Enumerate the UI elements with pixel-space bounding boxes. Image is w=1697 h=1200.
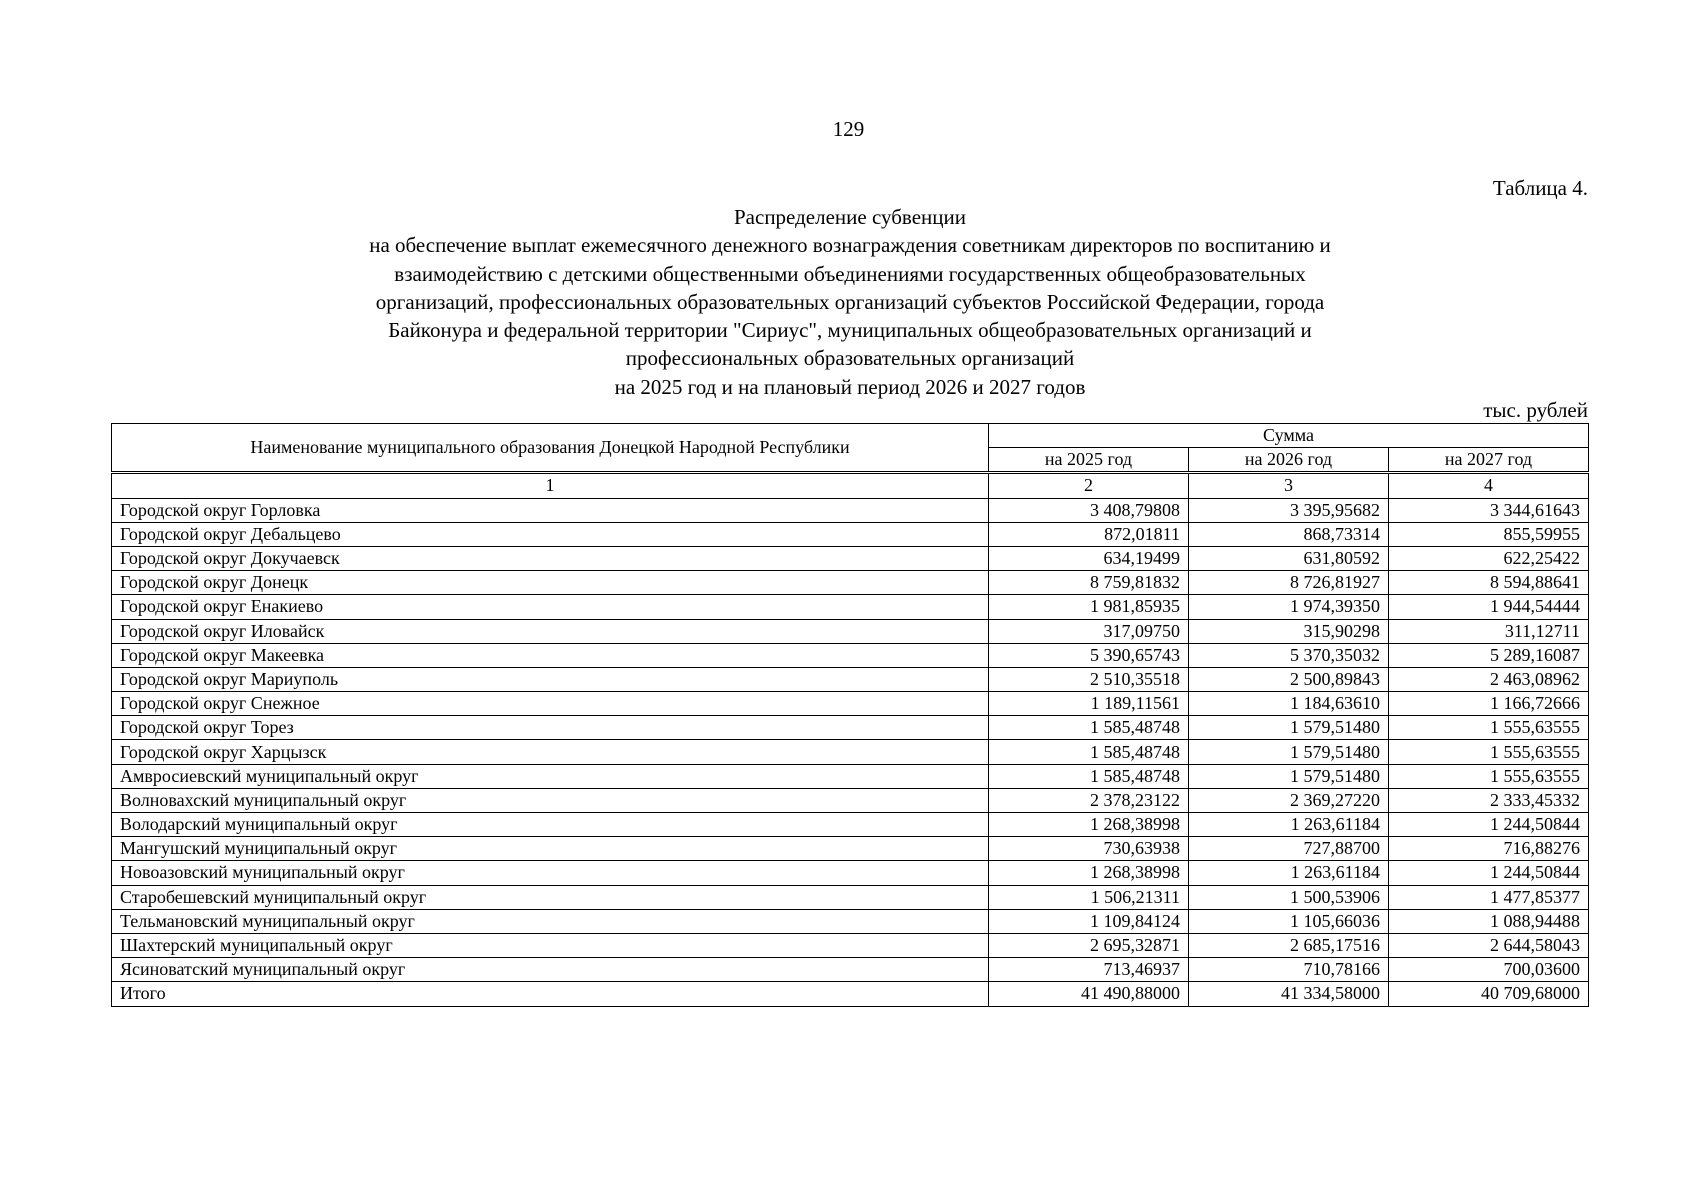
value-2027: 311,12711 xyxy=(1389,619,1589,643)
value-2025: 1 585,48748 xyxy=(989,716,1189,740)
value-2026: 727,88700 xyxy=(1189,837,1389,861)
title-line: организаций, профессиональных образовательных организаций субъектов Российской Федерации, города xyxy=(375,289,1325,314)
table-row xyxy=(112,546,1589,570)
municipality-name: Шахтерский муниципальный округ xyxy=(112,933,989,957)
table-row xyxy=(112,885,1589,909)
value-2025: 1 585,48748 xyxy=(989,764,1189,788)
value-2027: 622,25422 xyxy=(1389,546,1589,570)
title-line: на обеспечение выплат ежемесячного денежного вознаграждения советникам директоров по воспитанию и xyxy=(369,233,1331,258)
value-2027: 1 555,63555 xyxy=(1389,764,1589,788)
municipality-name: Володарский муниципальный округ xyxy=(112,813,989,837)
value-2027: 1 166,72666 xyxy=(1389,692,1589,716)
value-2026: 2 369,27220 xyxy=(1189,788,1389,812)
units-label: тыс. рублей xyxy=(1483,398,1588,422)
value-2027: 8 594,88641 xyxy=(1389,571,1589,595)
value-2025: 730,63938 xyxy=(989,837,1189,861)
column-number-row xyxy=(112,473,1589,498)
value-2025: 1 506,21311 xyxy=(989,885,1189,909)
table-row xyxy=(112,933,1589,957)
value-2025: 1 268,38998 xyxy=(989,813,1189,837)
column-number: 4 xyxy=(1389,473,1589,498)
municipality-name: Волновахский муниципальный округ xyxy=(112,788,989,812)
table-row xyxy=(112,571,1589,595)
municipality-name: Городской округ Снежное xyxy=(112,692,989,716)
value-2025: 5 390,65743 xyxy=(989,643,1189,667)
value-2026: 1 105,66036 xyxy=(1189,909,1389,933)
table-row xyxy=(112,909,1589,933)
municipality-name: Городской округ Докучаевск xyxy=(112,546,989,570)
value-2027: 1 555,63555 xyxy=(1389,740,1589,764)
name-column-header: Наименование муниципального образования Донецкой Народной Республики xyxy=(112,424,989,473)
table-row xyxy=(112,595,1589,619)
value-2027: 1 244,50844 xyxy=(1389,861,1589,885)
value-2025: 713,46937 xyxy=(989,958,1189,982)
value-2026: 1 974,39350 xyxy=(1189,595,1389,619)
value-2026: 41 334,58000 xyxy=(1189,982,1389,1006)
value-2026: 1 500,53906 xyxy=(1189,885,1389,909)
value-2026: 1 263,61184 xyxy=(1189,861,1389,885)
table-row xyxy=(112,861,1589,885)
value-2025: 2 378,23122 xyxy=(989,788,1189,812)
municipality-name: Ясиноватский муниципальный округ xyxy=(112,958,989,982)
table-body xyxy=(112,473,1589,1006)
subvention-table xyxy=(111,423,1589,1007)
value-2027: 855,59955 xyxy=(1389,522,1589,546)
value-2026: 315,90298 xyxy=(1189,619,1389,643)
value-2026: 2 685,17516 xyxy=(1189,933,1389,957)
value-2027: 1 477,85377 xyxy=(1389,885,1589,909)
value-2025: 872,01811 xyxy=(989,522,1189,546)
year-2025-header: на 2025 год xyxy=(989,448,1189,473)
value-2025: 2 695,32871 xyxy=(989,933,1189,957)
table-row xyxy=(112,740,1589,764)
value-2026: 868,73314 xyxy=(1189,522,1389,546)
value-2025: 1 585,48748 xyxy=(989,740,1189,764)
value-2027: 2 463,08962 xyxy=(1389,667,1589,691)
value-2026: 3 395,95682 xyxy=(1189,498,1389,522)
title-line: Байконура и федеральной территории "Сириус", муниципальных общеобразовательных организаций и xyxy=(388,318,1312,343)
municipality-name: Амвросиевский муниципальный округ xyxy=(112,764,989,788)
value-2025: 634,19499 xyxy=(989,546,1189,570)
value-2026: 1 579,51480 xyxy=(1189,740,1389,764)
table-row xyxy=(112,643,1589,667)
title-line: взаимодействию с детскими общественными объединениями государственных общеобразовательных xyxy=(394,261,1306,286)
value-2025: 1 189,11561 xyxy=(989,692,1189,716)
value-2025: 1 981,85935 xyxy=(989,595,1189,619)
year-2026-header: на 2026 год xyxy=(1189,448,1389,473)
page-number: 129 xyxy=(832,117,865,141)
value-2027: 716,88276 xyxy=(1389,837,1589,861)
column-number: 1 xyxy=(112,473,989,498)
value-2026: 1 579,51480 xyxy=(1189,716,1389,740)
value-2027: 5 289,16087 xyxy=(1389,643,1589,667)
value-2027: 3 344,61643 xyxy=(1389,498,1589,522)
table-row xyxy=(112,716,1589,740)
municipality-name: Городской округ Харцызск xyxy=(112,740,989,764)
municipality-name: Новоазовский муниципальный округ xyxy=(112,861,989,885)
table-row xyxy=(112,667,1589,691)
municipality-name: Городской округ Торез xyxy=(112,716,989,740)
value-2027: 1 088,94488 xyxy=(1389,909,1589,933)
value-2025: 317,09750 xyxy=(989,619,1189,643)
table-row xyxy=(112,522,1589,546)
municipality-name: Мангушский муниципальный округ xyxy=(112,837,989,861)
column-number: 3 xyxy=(1189,473,1389,498)
value-2027: 2 644,58043 xyxy=(1389,933,1589,957)
municipality-name: Городской округ Донецк xyxy=(112,571,989,595)
table-row xyxy=(112,764,1589,788)
value-2027: 40 709,68000 xyxy=(1389,982,1589,1006)
value-2026: 1 184,63610 xyxy=(1189,692,1389,716)
value-2027: 1 244,50844 xyxy=(1389,813,1589,837)
value-2026: 8 726,81927 xyxy=(1189,571,1389,595)
value-2027: 1 555,63555 xyxy=(1389,716,1589,740)
value-2026: 2 500,89843 xyxy=(1189,667,1389,691)
table-label: Таблица 4. xyxy=(1492,176,1588,200)
table-row xyxy=(112,958,1589,982)
municipality-name: Городской округ Иловайск xyxy=(112,619,989,643)
total-row xyxy=(112,982,1589,1006)
value-2025: 1 268,38998 xyxy=(989,861,1189,885)
title-line: на 2025 год и на плановый период 2026 и 2027 годов xyxy=(614,374,1086,399)
table-row xyxy=(112,498,1589,522)
value-2027: 1 944,54444 xyxy=(1389,595,1589,619)
value-2025: 2 510,35518 xyxy=(989,667,1189,691)
document-title xyxy=(250,203,1450,401)
value-2027: 2 333,45332 xyxy=(1389,788,1589,812)
year-2027-header: на 2027 год xyxy=(1389,448,1589,473)
value-2025: 8 759,81832 xyxy=(989,571,1189,595)
municipality-name: Городской округ Енакиево xyxy=(112,595,989,619)
value-2025: 1 109,84124 xyxy=(989,909,1189,933)
value-2027: 700,03600 xyxy=(1389,958,1589,982)
municipality-name: Городской округ Мариуполь xyxy=(112,667,989,691)
municipality-name: Городской округ Макеевка xyxy=(112,643,989,667)
sum-column-header: Сумма xyxy=(989,424,1589,448)
table-row xyxy=(112,837,1589,861)
value-2026: 5 370,35032 xyxy=(1189,643,1389,667)
table-row xyxy=(112,813,1589,837)
table-row xyxy=(112,788,1589,812)
title-line: Распределение субвенции xyxy=(734,205,966,229)
title-line: профессиональных образовательных организаций xyxy=(625,346,1075,371)
header-row xyxy=(112,424,1589,448)
municipality-name: Городской округ Горловка xyxy=(112,498,989,522)
value-2026: 631,80592 xyxy=(1189,546,1389,570)
value-2026: 1 263,61184 xyxy=(1189,813,1389,837)
value-2026: 1 579,51480 xyxy=(1189,764,1389,788)
municipality-name: Тельмановский муниципальный округ xyxy=(112,909,989,933)
table-row xyxy=(112,692,1589,716)
municipality-name: Старобешевский муниципальный округ xyxy=(112,885,989,909)
column-number: 2 xyxy=(989,473,1189,498)
value-2026: 710,78166 xyxy=(1189,958,1389,982)
municipality-name: Итого xyxy=(112,982,989,1006)
value-2025: 3 408,79808 xyxy=(989,498,1189,522)
table-row xyxy=(112,619,1589,643)
municipality-name: Городской округ Дебальцево xyxy=(112,522,989,546)
value-2025: 41 490,88000 xyxy=(989,982,1189,1006)
